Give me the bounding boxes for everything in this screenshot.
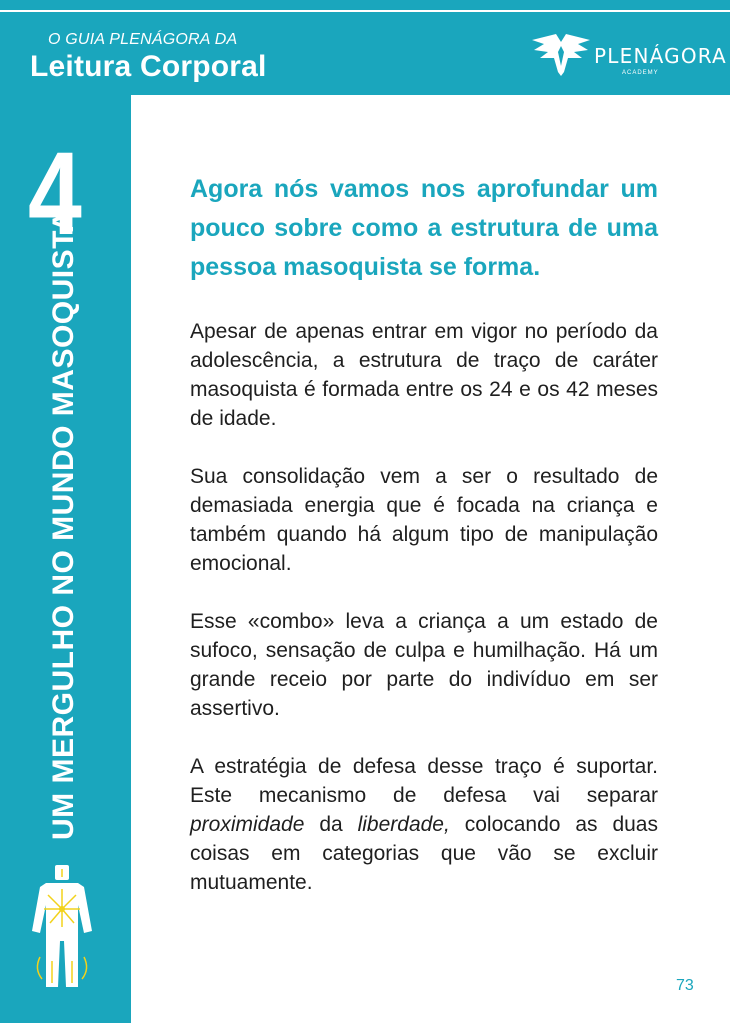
chapter-sidebar [0,95,131,1023]
guide-subtitle: O GUIA PLENÁGORA DA [48,31,238,48]
paragraph-4-emphasis-liberdade: liberdade, [357,813,450,836]
chapter-title: UM MERGULHO NO MUNDO MASOQUISTA [47,210,80,840]
header-divider [0,10,730,12]
chapter-number: 4 [28,128,82,260]
page-number: 73 [676,977,694,994]
plenagora-logo [530,32,727,82]
page-header [0,0,730,95]
paragraph-4-text-1: A estratégia de defesa desse traço é suportar. Este mecanismo de defesa vai separar [190,755,658,807]
body-energy-figure-icon [26,865,98,990]
logo-academy: ACADEMY [622,70,659,76]
paragraph-4 [190,752,658,897]
paragraph-2: Sua consolidação vem a ser o resultado de demasiada energia que é focada na criança e também quando há algum tipo de manipulação emocional. [190,465,658,575]
paragraph-1: Apesar de apenas entrar em vigor no período da adolescência, a estrutura de traço de caráter masoquista é formada entre os 24 e os 42 meses de idade. [190,320,658,430]
page-content [190,170,658,926]
winged-logo-icon [530,32,592,78]
logo-wordmark: PLENÁGORA [594,44,727,68]
paragraph-3: Esse «combo» leva a criança a um estado de sufoco, sensação de culpa e humilhação. Há um grande receio por parte do indivíduo em ser assertivo. [190,610,658,720]
paragraph-4-emphasis-proximidade: proximidade [190,813,305,836]
lead-heading: Agora nós vamos nos aprofundar um pouco sobre como a estrutura de uma pessoa masoquista se forma. [190,175,658,281]
guide-title: Leitura Corporal [30,50,267,83]
paragraph-4-text-2: da [304,813,358,836]
paragraph-4-text-3: colocando as duas coisas em categorias que vão se excluir mutuamente. [190,813,658,894]
